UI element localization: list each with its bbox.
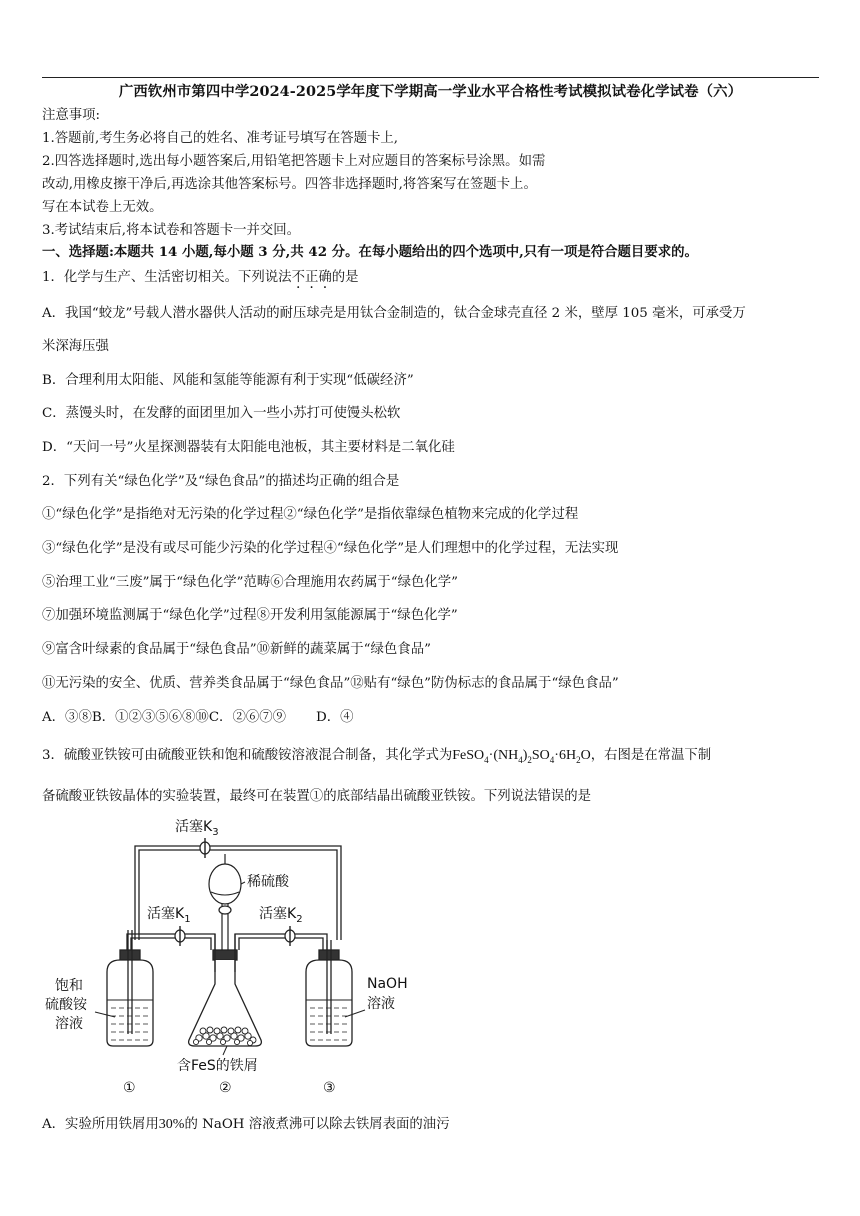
apparatus-number: ① [123, 1080, 136, 1096]
k1-label: 活塞$K_1$ [147, 906, 191, 925]
q3-stem-cont: 备硫酸亚铁铵晶体的实验装置，最终可在装置①的底部结晶出硫酸亚铁铵。下列说法错误的是 [42, 789, 592, 804]
right-label: 溶液 [367, 996, 395, 1012]
q1-option-c: C．蒸馒头时，在发酵的面团里加入一些小苏打可使馒头松软 [42, 406, 401, 421]
right-label: NaOH [367, 976, 408, 992]
q1-stem-b: 的是 [331, 270, 359, 285]
q2-stem: 2．下列有关“绿色化学”及“绿色食品”的描述均正确的组合是 [42, 474, 400, 489]
stopcock-k1 [175, 926, 185, 946]
q1-option-a-cont: 米深海压强 [42, 339, 109, 354]
q2-statement: ⑤治理工业“三废”属于“绿色化学”范畴⑥合理施用农药属于“绿色化学” [42, 575, 459, 590]
q3-option-a-post: 的 NaOH 溶液煮沸可以除去铁屑表面的油污 [184, 1117, 450, 1132]
emphasis-char: 不 [291, 270, 305, 285]
q2-statement: ⑦加强环境监测属于“绿色化学”过程⑧开发利用氢能源属于“绿色化学” [42, 608, 458, 623]
left-label: 硫酸铵 [45, 997, 87, 1013]
q3-stem-a: 3．硫酸亚铁铵可由硫酸亚铁和饱和硫酸铵溶液混合制备，其化学式为 [42, 748, 453, 763]
q3-stem [42, 744, 711, 765]
left-label: 溶液 [55, 1016, 83, 1032]
q2-statement: ③“绿色化学”是没有或尽可能少污染的化学过程④“绿色化学”是人们理想中的化学过程，无法实现 [42, 541, 619, 556]
apparatus-number: ③ [323, 1080, 336, 1096]
q2-option-a: A．③⑧ [42, 710, 92, 725]
apparatus-diagram [45, 812, 435, 1102]
q3-option-a [42, 1113, 450, 1133]
tube-k2 [235, 934, 327, 950]
bottle-3 [306, 940, 365, 1046]
stopcock-k3 [200, 838, 210, 858]
q2-statement: ⑨富含叶绿素的食品属于“绿色食品”⑩新鲜的蔬菜属于“绿色食品” [42, 642, 431, 657]
notice-item: 3.考试结束后,将本试卷和答题卡一并交回。 [42, 223, 301, 238]
separatory-funnel [209, 854, 241, 962]
q2-statement: ①“绿色化学”是指绝对无污染的化学过程②“绿色化学”是指依靠绿色植物来完成的化学过程 [42, 507, 579, 522]
stopcock-k2 [285, 926, 295, 946]
emphasis-char: 确 [318, 270, 332, 285]
q3-option-a-percent: 30% [158, 1117, 185, 1132]
emphasis-char: 正 [304, 270, 319, 285]
notice-item: 写在本试卷上无效。 [42, 200, 163, 215]
q2-option-d: D．④ [316, 710, 354, 725]
apparatus-number: ② [219, 1080, 232, 1096]
bottle-1 [95, 930, 153, 1046]
q1-stem-a: 1．化学与生产、生活密切相关。下列说法 [42, 270, 292, 285]
q1-option-d: D．“天问一号”火星探测器装有太阳能电池板，其主要材料是二氧化硅 [42, 440, 455, 455]
top-rule [42, 77, 819, 78]
q2-option-c: C．②⑥⑦⑨ [208, 710, 287, 725]
flask-label: 含FeS的铁屑 [177, 1058, 258, 1074]
q3-stem-b: ，右图是在常温下制 [590, 748, 712, 763]
k3-label: 活塞$K_3$ [175, 819, 219, 838]
q2-option-b: B．①②③⑤⑥⑧⑩ [91, 710, 209, 725]
q1-stem-emphasis [292, 270, 332, 285]
notice-item: 2.四答选择题时,选出每小题答案后,用铅笔把答题卡上对应题目的答案标号涂黑。如需 [42, 154, 546, 169]
q3-formula: $FeSO_4\cdot(NH_4)_2SO_4\cdot 6H_2O$ [452, 748, 591, 765]
notice-item: 1.答题前,考生务必将自己的姓名、准考证号填写在答题卡上, [42, 131, 399, 146]
acid-label: 稀硫酸 [247, 874, 289, 890]
q3-option-a-pre: A．实验所用铁屑用 [42, 1117, 159, 1132]
q2-options [42, 706, 354, 725]
q1-option-a: A．我国“蛟龙”号载人潜水器供人活动的耐压球壳是用钛合金制造的，钛合金球壳直径 2 米，壁厚 105 毫米，可承受万 [42, 306, 746, 321]
exam-title: 广西钦州市第四中学2024-2025学年度下学期高一学业水平合格性考试模拟试卷化学试卷（六） [118, 83, 743, 100]
q1-option-b: B．合理利用太阳能、风能和氢能等能源有利于实现“低碳经济” [42, 373, 414, 388]
q1-stem [42, 266, 359, 285]
left-label: 饱和 [55, 978, 83, 994]
k2-label: 活塞$K_2$ [259, 906, 303, 925]
q2-statement: ⑪无污染的安全、优质、营养类食品属于“绿色食品”⑫贴有“绿色”防伪标志的食品属于“绿色食品” [42, 676, 619, 691]
section-heading: 一、选择题:本题共 14 小题,每小题 3 分,共 42 分。在每小题给出的四个选项中,只有一项是符合题目要求的。 [42, 244, 698, 260]
tube-k1 [127, 934, 215, 950]
notice-heading: 注意事项: [42, 108, 101, 123]
notice-item: 改动,用橡皮擦干净后,再选涂其他答案标号。四答非选择题时,将答案写在签题卡上。 [42, 177, 537, 192]
